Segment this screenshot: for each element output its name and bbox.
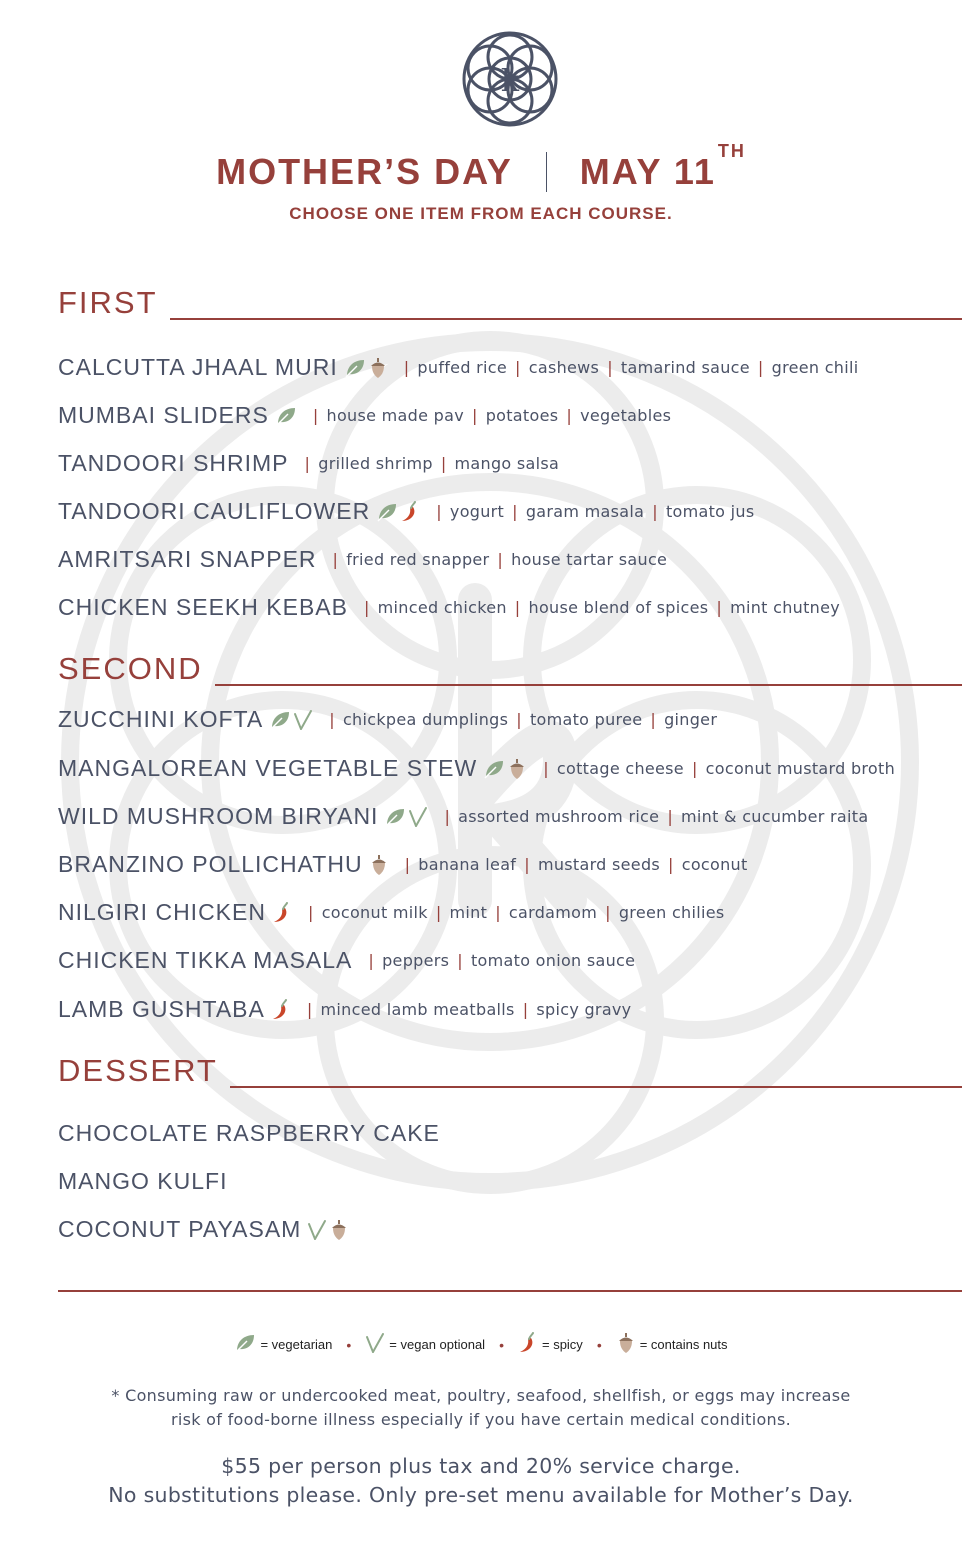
menu-item-name: CHOCOLATE RASPBERRY CAKE [58, 1120, 440, 1146]
menu-item-description [305, 406, 671, 425]
ingredient: vegetables [580, 406, 672, 425]
health-disclaimer [0, 1384, 962, 1432]
sprout-icon [293, 709, 313, 731]
brand-logo [460, 27, 560, 131]
ingredient: mango salsa [454, 454, 560, 473]
leaf-icon [269, 710, 291, 730]
menu-item [58, 546, 952, 573]
disclaimer-line-1: * Consuming raw or undercooked meat, poultry, seafood, shellfish, or eggs may increase [111, 1386, 851, 1405]
pipe-separator: | [667, 807, 674, 826]
dietary-icons [272, 902, 292, 924]
ingredient: fried red snapper [346, 550, 490, 569]
ingredient: ginger [664, 710, 718, 729]
sprout-icon [408, 806, 428, 828]
menu-item-description [360, 951, 635, 970]
pipe-separator: | [691, 759, 698, 778]
section-title: SECOND [58, 651, 203, 686]
pipe-separator: | [457, 951, 463, 970]
menu-item-description [535, 759, 895, 778]
ingredient: tamarind sauce [620, 358, 750, 377]
legend-entry [365, 1332, 485, 1357]
menu-item [58, 1120, 952, 1147]
dietary-icons [275, 406, 297, 426]
disclaimer-line-2: risk of food-borne illness especially if you have certain medical conditions. [170, 1410, 792, 1429]
menu-item-name: CALCUTTA JHAAL MURI [58, 354, 338, 380]
menu-item-name: MUMBAI SLIDERS [58, 402, 269, 428]
pipe-separator: | [652, 502, 658, 521]
ingredient: spicy gravy [536, 1000, 632, 1019]
ingredient: mustard seeds [537, 855, 661, 874]
chili-icon [518, 1332, 538, 1357]
pipe-separator: | [522, 1000, 529, 1019]
pipe-separator: | [329, 710, 335, 729]
acorn-icon [507, 758, 527, 780]
menu-item-name: ZUCCHINI KOFTA [58, 706, 264, 732]
leaf-icon [384, 807, 406, 827]
ingredient: garam masala [525, 502, 645, 521]
pipe-separator: | [304, 454, 311, 473]
page-subtitle: CHOOSE ONE ITEM FROM EACH COURSE. [289, 204, 673, 223]
title-superscript: TH [717, 141, 746, 161]
pipe-separator: | [332, 550, 339, 569]
section-header-dessert [58, 1054, 962, 1088]
menu-item [58, 450, 952, 477]
dietary-icons [376, 501, 420, 523]
ingredient: coconut milk [321, 903, 428, 922]
legend-label: = contains nuts [639, 1337, 728, 1352]
pipe-separator: | [515, 358, 521, 377]
pipe-separator: | [543, 759, 549, 778]
dietary-icons [271, 999, 291, 1021]
pipe-separator: | [757, 358, 764, 377]
legend-label: = vegan optional [389, 1337, 486, 1352]
menu-item-name: AMRITSARI SNAPPER [58, 546, 317, 572]
ingredient: house blend of spices [528, 598, 709, 617]
menu-item-name: MANGO KULFI [58, 1168, 228, 1194]
leaf-icon [376, 502, 398, 522]
leaf-icon [234, 1333, 256, 1356]
pipe-separator: | [307, 903, 314, 922]
ingredient: coconut [681, 855, 748, 874]
price-line-1: $55 per person plus tax and 20% service charge. [221, 1454, 741, 1478]
logo-letter: k [500, 64, 520, 99]
icon-legend [0, 1332, 962, 1357]
menu-item-description [297, 454, 560, 473]
pipe-separator: | [404, 855, 411, 874]
dietary-icons [344, 357, 388, 379]
pipe-separator: | [668, 855, 674, 874]
section-rule [230, 1086, 962, 1088]
menu-item-description [428, 502, 754, 521]
legend-entry [234, 1333, 332, 1356]
pipe-separator: | [444, 807, 451, 826]
ingredient: green chilies [618, 903, 725, 922]
menu-item-description [300, 903, 725, 922]
menu-item-name: COCONUT PAYASAM [58, 1216, 302, 1242]
menu-item [58, 498, 952, 525]
ingredient: minced chicken [377, 598, 507, 617]
menu-item-name: NILGIRI CHICKEN [58, 899, 266, 925]
pipe-separator: | [312, 406, 319, 425]
legend-label: = vegetarian [260, 1337, 333, 1352]
section-rule [170, 318, 962, 320]
section-header-first [58, 286, 962, 320]
menu-item-name: LAMB GUSHTABA [58, 996, 265, 1022]
ingredient: coconut mustard broth [705, 759, 896, 778]
bottom-divider [58, 1290, 962, 1292]
chili-icon [271, 999, 291, 1021]
legend-entry [518, 1332, 583, 1357]
ingredient: tomato jus [665, 502, 755, 521]
dietary-icons [307, 1219, 349, 1241]
menu-item-description [321, 710, 717, 729]
chili-icon [400, 501, 420, 523]
acorn-icon [368, 357, 388, 379]
leaf-icon [483, 759, 505, 779]
dietary-icons [269, 709, 313, 731]
dietary-icons [483, 758, 527, 780]
ingredient: green chili [771, 358, 859, 377]
legend-separator: • [499, 1336, 504, 1353]
ingredient: house tartar sauce [511, 550, 668, 569]
pipe-separator: | [306, 1000, 313, 1019]
pipe-separator: | [514, 598, 521, 617]
menu-item [58, 354, 952, 381]
pipe-separator: | [363, 598, 370, 617]
menu-item-name: CHICKEN TIKKA MASALA [58, 947, 353, 973]
pipe-separator: | [524, 855, 530, 874]
section-rule [215, 684, 962, 686]
ingredient: cardamom [508, 903, 598, 922]
section-title: FIRST [58, 285, 158, 320]
ingredient: assorted mushroom rice [458, 807, 660, 826]
pipe-separator: | [716, 598, 723, 617]
menu-item-description [396, 358, 859, 377]
ingredient: mint [449, 903, 488, 922]
section-header-second [58, 652, 962, 686]
price-line-2: No substitutions please. Only pre-set menu available for Mother’s Day. [108, 1483, 854, 1507]
menu-item-description [397, 855, 748, 874]
pipe-separator: | [435, 903, 442, 922]
chili-icon [272, 902, 292, 924]
acorn-icon [329, 1219, 349, 1241]
menu-item-description [356, 598, 840, 617]
menu-item [58, 594, 952, 621]
menu-item [58, 755, 952, 782]
ingredient: chickpea dumplings [342, 710, 509, 729]
pipe-separator: | [650, 710, 657, 729]
menu-item-description [436, 807, 868, 826]
legend-separator: • [346, 1336, 352, 1353]
pipe-separator: | [471, 406, 478, 425]
menu-item [58, 402, 952, 429]
acorn-icon [369, 854, 389, 876]
price-note [0, 1452, 962, 1510]
dietary-icons [384, 806, 428, 828]
menu-item [58, 947, 952, 974]
ingredient: mint chutney [730, 598, 841, 617]
title-right: MAY 11 $^{TH}$ [579, 141, 746, 192]
leaf-icon [275, 406, 297, 426]
ingredient: potatoes [485, 406, 559, 425]
section-title: DESSERT [58, 1053, 218, 1088]
dietary-icons [369, 854, 389, 876]
ingredient: minced lamb meatballs [320, 1000, 515, 1019]
pipe-separator: | [497, 550, 504, 569]
pipe-separator: | [605, 903, 611, 922]
sprout-icon [307, 1219, 327, 1241]
ingredient: tomato puree [529, 710, 643, 729]
ingredient: puffed rice [417, 358, 508, 377]
menu-item [58, 1216, 952, 1243]
ingredient: mint & cucumber raita [681, 807, 869, 826]
legend-entry [616, 1332, 728, 1357]
menu-item [58, 851, 952, 878]
menu-item [58, 803, 952, 830]
ingredient: house made pav [326, 406, 464, 425]
legend-separator: • [596, 1336, 602, 1353]
pipe-separator: | [403, 358, 410, 377]
ingredient: banana leaf [418, 855, 517, 874]
pipe-separator: | [440, 454, 447, 473]
menu-item-name: TANDOORI SHRIMP [58, 450, 289, 476]
pipe-separator: | [512, 502, 518, 521]
ingredient: tomato onion sauce [470, 951, 636, 970]
pipe-separator: | [368, 951, 375, 970]
leaf-icon [344, 358, 366, 378]
menu-item-name: CHICKEN SEEKH KEBAB [58, 594, 348, 620]
menu-item [58, 996, 952, 1023]
pipe-separator: | [436, 502, 442, 521]
pipe-separator: | [607, 358, 613, 377]
pipe-separator: | [566, 406, 573, 425]
page-title [0, 141, 962, 196]
menu-item [58, 899, 952, 926]
menu-item-description [325, 550, 668, 569]
title-left: MOTHER’S DAY [216, 151, 513, 192]
ingredient: grilled shrimp [318, 454, 433, 473]
menu-item-name: TANDOORI CAULIFLOWER [58, 498, 371, 524]
menu-item-description [299, 1000, 632, 1019]
sprout-icon [365, 1332, 385, 1357]
acorn-icon [616, 1332, 636, 1357]
menu-item-name: WILD MUSHROOM BIRYANI [58, 803, 379, 829]
ingredient: yogurt [449, 502, 505, 521]
title-divider [546, 152, 547, 192]
ingredient: cottage cheese [556, 759, 684, 778]
menu-item-name: BRANZINO POLLICHATHU [58, 851, 363, 877]
menu-item-name: MANGALOREAN VEGETABLE STEW [58, 755, 478, 781]
ingredient: cashews [528, 358, 600, 377]
legend-label: = spicy [541, 1337, 583, 1352]
pipe-separator: | [516, 710, 522, 729]
ingredient: peppers [382, 951, 450, 970]
menu-item [58, 706, 952, 733]
pipe-separator: | [495, 903, 501, 922]
menu-item [58, 1168, 952, 1195]
